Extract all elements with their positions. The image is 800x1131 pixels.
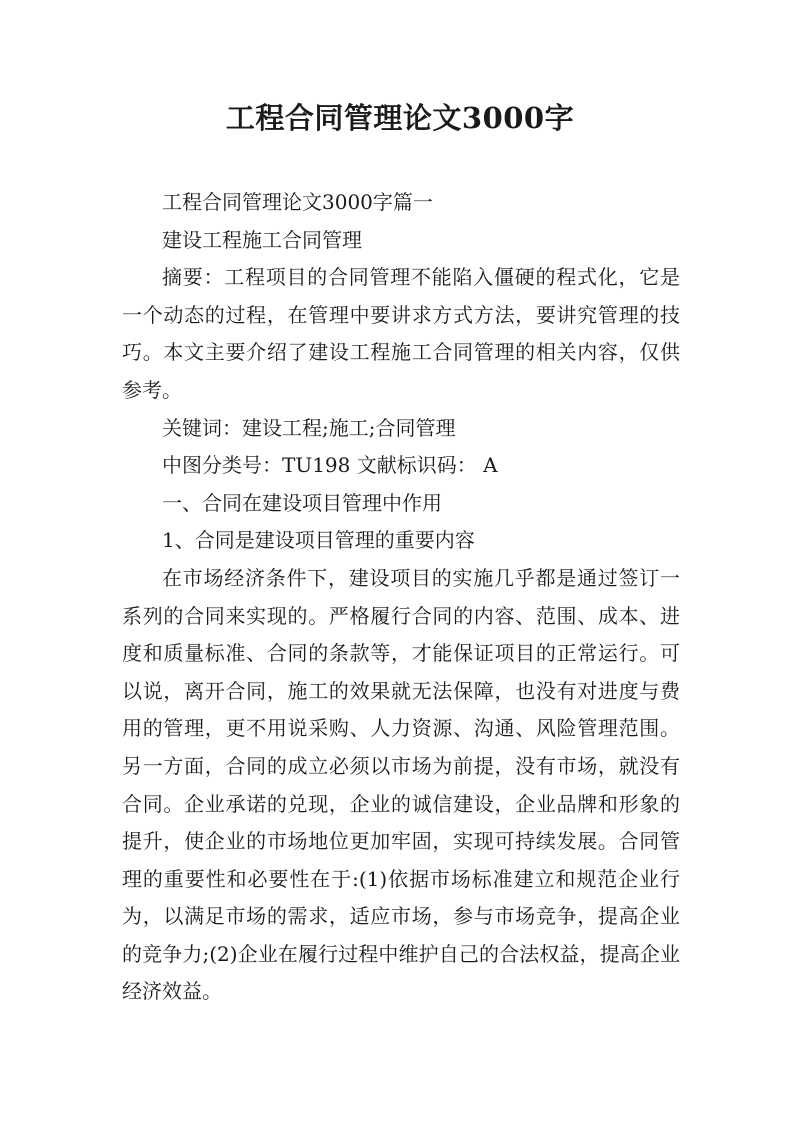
subsection-heading: 1、合同是建设项目管理的重要内容 bbox=[162, 528, 475, 553]
abstract-paragraph: 摘要：工程项目的合同管理不能陷入僵硬的程式化，它是一个动态的过程，在管理中要讲求方式方法，要讲究管理的技巧。本文主要介绍了建设工程施工合同管理的相关内容，仅供参考。 bbox=[122, 265, 680, 402]
section-heading: 一、合同在建设项目管理中作用 bbox=[162, 490, 442, 515]
document-body bbox=[122, 184, 680, 1011]
keywords-line: 关键词：建设工程;施工;合同管理 bbox=[162, 415, 456, 440]
document-title: 工程合同管理论文3000字 bbox=[225, 101, 575, 135]
article-heading: 工程合同管理论文3000字篇一 bbox=[162, 190, 433, 214]
classification-line: 中图分类号：TU198 文献标识码： A bbox=[162, 453, 498, 478]
body-paragraph: 在市场经济条件下，建设项目的实施几乎都是通过签订一系列的合同来实现的。严格履行合同的内容、范围、成本、进度和质量标准、合同的条款等，才能保证项目的正常运行。可以说，离开合同，施工的效果就无法保障，也没有对进度与费用的管理，更不用说采购、人力资源、沟通、风险管理范围。另一方面，合同的成立必须以市场为前提，没有市场，就没有合同。企业承诺的兑现，企业的诚信建设，企业品牌和形象的提升，使企业的市场地位更加牢固，实现可持续发展。合同管理的重要性和必要性在于:(1)依据市场标准建立和规范企业行为，以满足市场的需求，适应市场，参与市场竞争，提高企业的竞争力;(2)企业在履行过程中维护自己的合法权益，提高企业经济效益。 bbox=[122, 565, 680, 1004]
article-subtitle: 建设工程施工合同管理 bbox=[162, 227, 362, 252]
